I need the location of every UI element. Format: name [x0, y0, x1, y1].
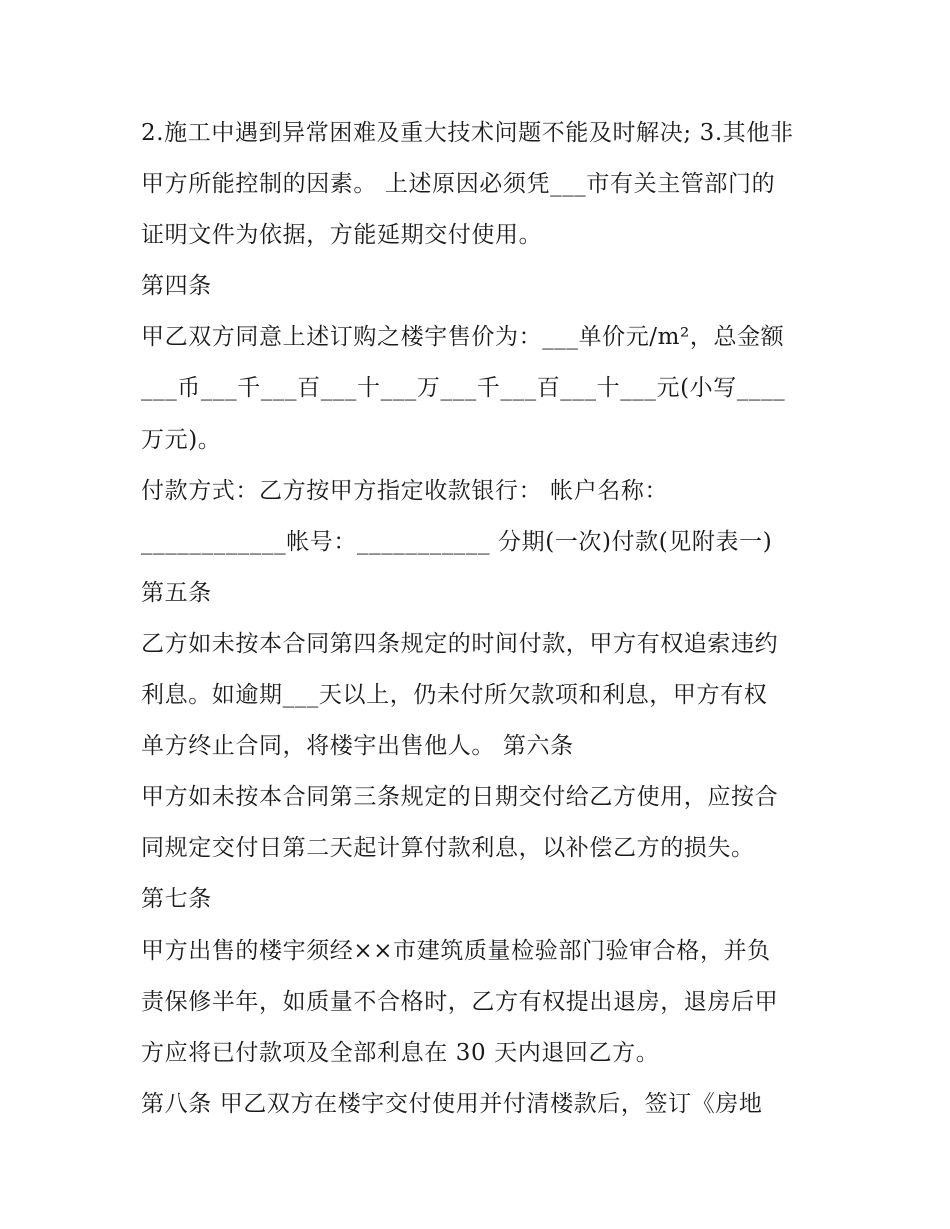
text-line: 2.施工中遇到异常困难及重大技术问题不能及时解决; 3.其他非	[141, 120, 794, 146]
text-line: 付款方式：乙方按甲方指定收款银行： 帐户名称：	[141, 477, 669, 504]
text-line: 甲乙双方同意上述订购之楼宇售价为：___单价元/m²，总金额	[141, 324, 785, 351]
text-line: 证明文件为依据，方能延期交付使用。	[141, 222, 543, 249]
text-line: 甲方如未按本合同第三条规定的日期交付给乙方使用，应按合	[141, 784, 779, 811]
text-line: 责保修半年，如质量不合格时，乙方有权提出退房，退房后甲	[141, 988, 779, 1015]
section-heading: 第五条	[141, 579, 212, 606]
text-line: 方应将已付款项及全部利息在 30 天内退回乙方。	[141, 1039, 660, 1066]
text-line: 万元)。	[141, 426, 222, 453]
text-line: ___币___千___百___十___万___千___百___十___元(小写____	[141, 375, 786, 402]
section-heading: 第七条	[141, 886, 212, 913]
text-line: 利息。如逾期___天以上，仍未付所欠款项和利息，甲方有权	[141, 682, 768, 709]
text-line: 单方终止合同，将楼宇出售他人。 第六条	[141, 733, 574, 760]
text-line: 乙方如未按本合同第四条规定的时间付款，甲方有权追索违约	[141, 630, 779, 657]
text-line: 同规定交付日第二天起计算付款利息，以补偿乙方的损失。	[141, 835, 755, 862]
contract-text	[141, 108, 821, 1130]
text-line: 第八条 甲乙双方在楼宇交付使用并付清楼款后，签订《房地	[141, 1090, 763, 1117]
section-heading: 第四条	[141, 273, 212, 300]
text-line: 甲方出售的楼宇须经××市建筑质量检验部门验审合格，并负	[141, 937, 771, 964]
text-line: ____________帐号：___________ 分期(一次)付款(见附表一)	[141, 528, 773, 555]
text-line: 甲方所能控制的因素。 上述原因必须凭___市有关主管部门的	[141, 171, 776, 198]
